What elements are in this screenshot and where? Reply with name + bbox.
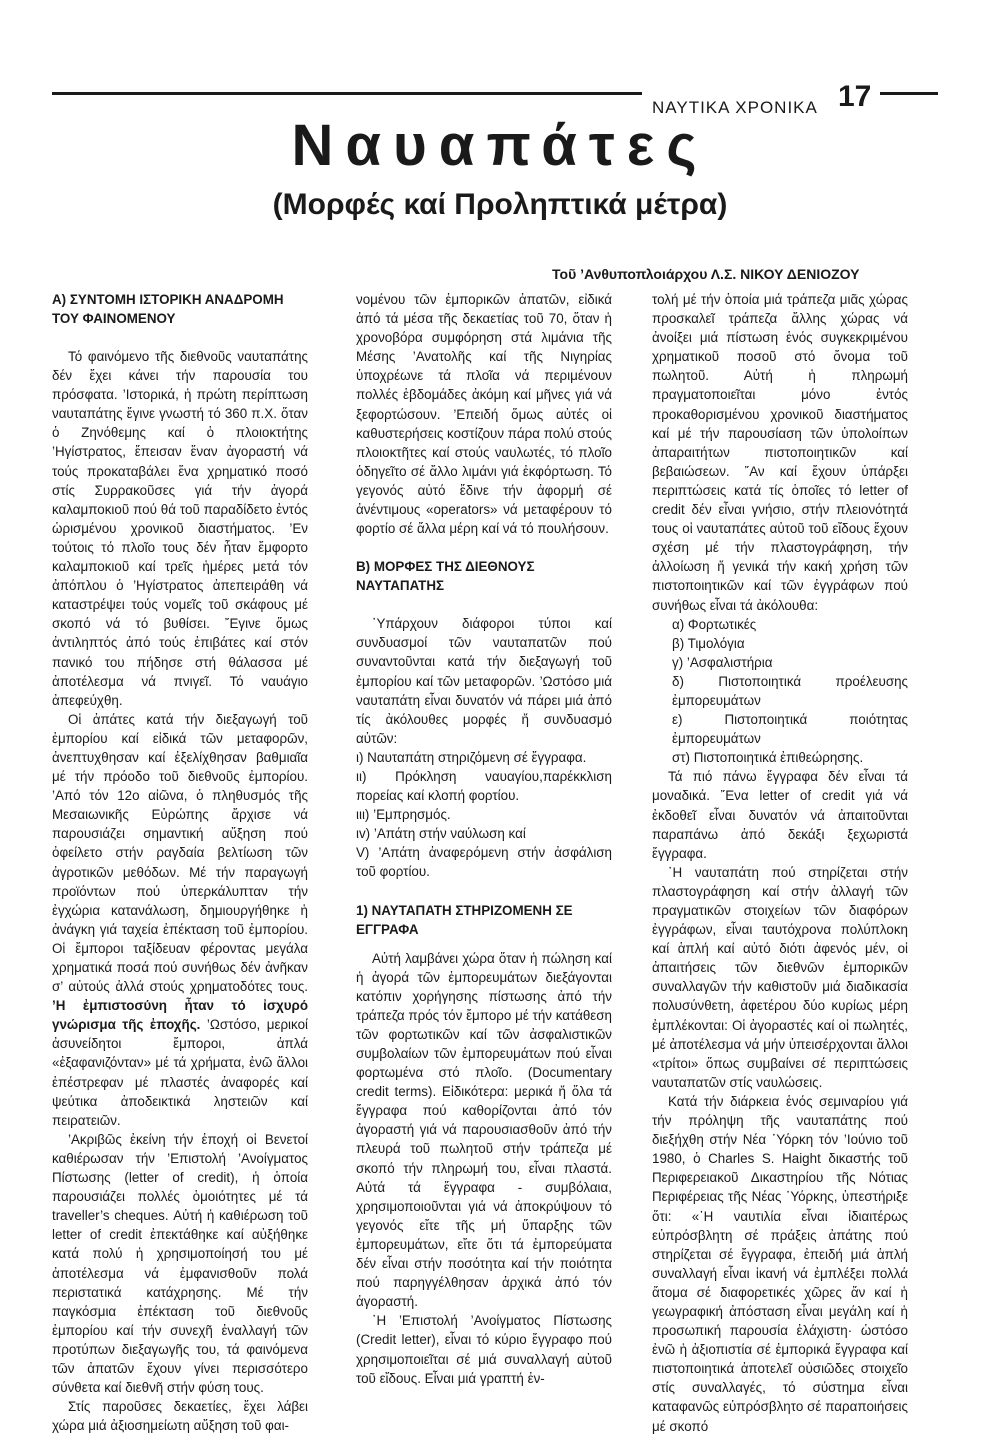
list-item: δ) Πιστοποιητικά προέλευσης ἐμπορευμάτων xyxy=(672,673,908,708)
page-number: 17 xyxy=(838,80,872,113)
byline: Τοῦ ’Ανθυποπλοιάρχου Λ.Σ. ΝΙΚΟΥ ΔΕΝΙΟΖΟΥ xyxy=(552,266,860,282)
header-rule-left xyxy=(52,92,642,95)
paragraph: νομένου τῶν ἐμπορικῶν ἀπατῶν, εἰδικά ἀπό τά μέσα τῆς δεκαετίας τοῦ 70, ὅταν ἡ χρονοβόρα συμφόρηση στά λιμάνια τῆς Μέσης ’Ανατολῆς καί τῆς Νιγηρίας ὑποχρέωνε τά πλοῖα νά περιμένουν πολλές ἑβδομάδες ἀκόμη καί μῆνες γιά νά ξεφορτώσουν. ’Επειδή ὅμως αὐτές οἱ καθυστερήσεις κοστίζουν πάρα πολύ στούς πλοιοκτῆτες καί στούς ναυλωτές, τό πλοῖο ὁδηγεῖτο σέ ἄλλο λιμάνι γιά ἐκφόρτωση. Τό γεγονός αὐτό ἔδινε τήν ἀφορμή σέ ἀνέντιμους «operators» νά μεταφέρουν τό φορτίο σέ ἄλλα μέρη καί νά τό πουλήσουν. xyxy=(356,292,612,537)
paragraph: ῾Η ’Επιστολή ’Ανοίγματος Πίστωσης (Credit letter), εἶναι τό κύριο ἔγγραφο πού χρησιμοποιεῖται σέ μιά συναλλαγή αὐτοῦ τοῦ εἴδους. Εἶναι μιά γραπτή ἐν- xyxy=(356,1313,612,1386)
column-2 xyxy=(356,290,612,1388)
paragraph: τολή μέ τήν ὁποία μιά τράπεζα μιᾶς χώρας προσκαλεῖ τράπεζα ἄλλης χώρας νά ἀνοίξει μιά πίστωση ἑνός συγκεκριμένου χρηματικοῦ ποσοῦ στό ὄνομα τοῦ πωλητοῦ. Αὐτή ἡ πληρωμή πραγματοποιεῖται μόνο ἐντός προκαθορισμένου χρονικοῦ διαστήματος καί μέ τήν παρουσίαση τῶν ὑπολοίπων ἀπαραιτήτων πιστοποιητικῶν καί βεβαιώσεων. ῎Αν καί ἔχουν ὑπάρξει περιπτώσεις κατά τίς ὁποῖες τό letter of credit δέν εἶναι γνήσιο, στήν πλειονότητά τους οἱ ναυταπάτες αὐτοῦ τοῦ εἴδους ἔχουν σχέση μέ τήν πλαστογράφηση, τήν ἀλλοίωση ἤ γενικά τήν κακή χρήση τῶν πιστοποιητικῶν καί τῶν ἐγγράφων πού συνήθως εἶναι τά ἀκόλουθα: xyxy=(652,292,908,613)
section-heading-b: Β) ΜΟΡΦΕΣ ΤΗΣ ΔΙΕΘΝΟΥΣ ΝΑΥΤΑΠΑΤΗΣ xyxy=(356,559,535,594)
list-item: β) Τιμολόγια xyxy=(672,635,745,651)
header-rule-right xyxy=(880,92,938,95)
paragraph: ῾Υπάρχουν διάφοροι τύποι καί συνδυασμοί τῶν ναυταπατῶν πού συναντοῦνται κατά τήν διεξαγωγή τοῦ ἐμπορίου καί τῶν μεταφορῶν. ’Ωστόσο μιά ναυταπάτη εἶναι δυνατόν νά πάρει μιά ἀπό τίς ἀκόλουθες μορφές ἤ συνδυασμό αὐτῶν: xyxy=(356,616,612,746)
paragraph: ῾Η ναυταπάτη πού στηρίζεται στήν πλαστογράφηση καί στήν ἀλλαγή τῶν πραγματικῶν στοιχείων τῶν διαφόρων ἐγγράφων, εἶναι ταυτόχρονα πολύπλοκη καί ἁπλή καί αὐτό διότι ἀφενός μέν, οἱ ἀπαιτήσεις τῶν διεθνῶν ἐμπορικῶν συναλλαγῶν τήν καθιστοῦν μιά διαδικασία πολυσύνθετη, ἀφετέρου δύο κυρίως μέρη ἐμπλέκονται: Οἱ ἀγοραστές καί οἱ πωλητές, μέ ἀποτέλεσμα νά μήν ὑπεισέρχονται ἄλλοι «τρίτοι» ὅπως συμβαίνει σέ περιπτώσεις ναυταπατῶν στίς ναυλώσεις. xyxy=(652,864,908,1090)
paragraph: Στίς παροῦσες δεκαετίες, ἔχει λάβει χώρα μιά ἀξιοσημείωτη αὔξηση τοῦ φαι- xyxy=(52,1399,308,1434)
paragraph: Τό φαινόμενο τῆς διεθνοῦς ναυταπάτης δέν ἔχει κάνει τήν παρουσία του πρόσφατα. ’Ιστορικά, ἡ πρώτη περίπτωση ναυταπάτης ἔγινε γνωστή τό 360 π.Χ. ὅταν ὁ Ζηνόθεμης καί ὁ πλοιοκτήτης ’Ηγίστρατος, ἔπεισαν ἕναν ἀγοραστή νά τούς προκαταβάλει ἕνα χρηματικό ποσό στίς Συρρακοῦσες γιά τήν ἀγορά καλαμποκιοῦ πού θά τοῦ παραδίδετο ἐντός ὡρισμένου χρονικοῦ διαστήματος. ’Εν τούτοις τό πλοῖο τους δέν ἦταν ἔμφορτο καλαμποκιοῦ καί τρεῖς ἡμέρες μετά τόν ἀπόπλου ὁ ’Ηγίστρατος ἀπεπειράθη νά καταστρέψει τούς νομεῖς τοῦ σκάφους μέ σκοπό νά τό βυθίσει. ῎Εγινε ὅμως ἀντιληπτός ἀπό τούς ἐπιβάτες καί στόν πανικό του πήδησε στή θάλασσα μέ ἀποτέλεσμα νά πνιγεῖ. Τό ναυάγιο ἀπεφεύχθη. xyxy=(52,349,308,708)
list-item: ιι) Πρόκληση ναυαγίου,παρέκκλιση πορείας καί κλοπή φορτίου. xyxy=(356,768,612,804)
list-item: ι) Ναυταπάτη στηριζόμενη σέ ἔγγραφα. xyxy=(356,749,587,765)
list-item: γ) ’Ασφαλιστήρια xyxy=(672,654,773,670)
paragraph: Τά πιό πάνω ἔγγραφα δέν εἶναι τά μοναδικά. ῎Ενα letter of credit γιά νά ἐκδοθεῖ εἶναι δυνατόν νά ἀπαιτοῦνται παραπάνω ἀπό δεκάξι ξεχωριστά ἔγγραφα. xyxy=(652,769,908,861)
emphasis-text: ’Η ἐμπιστοσύνη ἦταν τό ἰσχυρό γνώρισμα τῆς ἐποχῆς. xyxy=(52,998,308,1033)
running-title: ΝΑΥΤΙΚΑ ΧΡΟΝΙΚΑ xyxy=(652,98,818,117)
list-item: ιιι) ’Εμπρησμός. xyxy=(356,807,451,823)
list-item: στ) Πιστοποιητικά ἐπιθεώρησης. xyxy=(672,750,864,766)
section-heading-a: Α) ΣΥΝΤΟΜΗ ΙΣΤΟΡΙΚΗ ΑΝΑΔΡΟΜΗ ΤΟΥ ΦΑΙΝΟΜΕΝΟΥ xyxy=(52,292,284,326)
paragraph: Κατά τήν διάρκεια ἑνός σεμιναρίου γιά τήν πρόληψη τῆς ναυταπάτης πού διεξήχθη στήν Νέα ῾Υόρκη τόν ’Ιούνιο τοῦ 1980, ὁ Charles S. Haight δικαστής τοῦ Περιφερειακοῦ Δικαστηρίου τῆς Νότιας Περιφέρειας τῆς Νέας ῾Υόρκης, ὑπεστήριξε ὅτι: «῾Η ναυτιλία εἶναι ἰδιαιτέρως εὐπρόσβλητη σέ πράξεις ἀπάτης πού στηρίζεται σέ ἔγγραφα, ἐπειδή μιά ἁπλή συναλλαγή εἶναι ἱκανή νά ἐμπλέξει πολλά ἄτομα σέ διαφορετικές χῶρες ἄν καί ἡ γεωγραφική ἀπόσταση εἶναι μεγάλη καί ἡ προσωπική παρουσία ἐλάχιστη· ὡστόσο ἐνῶ ἡ ἀξιοπιστία σέ ἐμπορικά ἔγγραφα καί πιστοποιητικά ἀποτελεῖ οὐσιῶδες στοιχεῖο στίς συναλλαγές, τό σύστημα εἶναι καταφανῶς εὐπρόσβλητο σέ παραποιήσεις μέ σκοπό xyxy=(652,1093,908,1434)
list-item: ε) Πιστοποιητικά ποιότητας ἐμπορευμάτων xyxy=(672,712,908,747)
paragraph xyxy=(52,710,308,1130)
paragraph: Αὐτή λαμβάνει χώρα ὅταν ἡ πώληση καί ἡ ἀγορά τῶν ἐμπορευμάτων διεξάγονται κατόπιν χορήγησης πίστωσης ἀπό τήν τράπεζα πρός τόν ἔμπορο μέ τήν κατάθεση τῶν φορτωτικῶν καί τῶν ἀσφαλιστικῶν συμβολαίων τῶν ἐμπορευμάτων πού εἶναι φορτωμένα στό πλοῖο. (Documentary credit terms). Εἰδικότερα: μερικά ἤ ὅλα τά ἔγγραφα πού καθορίζονται ἀπό τόν ἀγοραστή γιά νά παρουσιασθοῦν ἀπό τήν πλευρά τοῦ πωλητοῦ στήν τράπεζα μέ σκοπό τήν πληρωμή του, εἶναι πλαστά. Αὐτά τά ἔγγραφα - συμβόλαια, χρησιμοποιοῦνται γιά νά ἀποκρύψουν τό γεγονός εἴτε τῆς μή ὕπαρξης τῶν ἐμπορευμάτων, εἴτε ὅτι τά ἐμπορεύματα δέν εἶναι στήν ποσότητα καί τήν ποιότητα πού παρηγγέλθησαν ἀρχικά ἀπό τόν ἀγοραστή. xyxy=(356,950,612,1310)
column-3 xyxy=(652,290,908,1436)
list-item: α) Φορτωτικές xyxy=(672,616,757,632)
text-span: ’Ωστόσο, μερικοί ἀσυνείδητοι ἔμποροι, ἀπλά «ἐξαφανιζόνταν» μέ τά χρήματα, ἐνῶ ἄλλοι ἐπέστρεφαν μέ πλαστές ἀναφορές καί ψεύτικα ἀποδεικτικά ληστειῶν καί πειρατειῶν. xyxy=(52,1017,308,1128)
section-heading-1: 1) ΝΑΥΤΑΠΑΤΗ ΣΤΗΡΙΖΟΜΕΝΗ ΣΕ ΕΓΓΡΑΦΑ xyxy=(356,902,573,937)
list-item: V) ’Απάτη ἀναφερόμενη στήν ἀσφάλιση τοῦ φορτίου. xyxy=(356,845,612,880)
paragraph: ’Ακριβῶς ἐκείνη τήν ἐποχή οἱ Βενετοί καθιέρωσαν τήν ’Επιστολή ’Ανοίγματος Πίστωσης (letter of credit), ἡ ὁποία παρουσιάζει πολλές ὁμοιότητες μέ τά traveller’s cheques. Αὐτή ἡ καθιέρωση τοῦ letter of credit ἐπεκτάθηκε καί αὐξήθηκε κατά πολύ ἡ χρησιμοποίησή του μέ ἀποτέλεσμα νά ἐμφανισθοῦν πολά περιστατικά κατάχρησης. Μέ τήν παγκόσμια ἐπέκταση τοῦ διεθνοῦς ἐμπορίου καί τήν συνεχῆ ἐναλλαγή τῶν προτύπων διεξαγωγῆς του, τά φαινόμενα τῶν ἀπατῶν ἔχουν γίνει περισσότερο σύνθετα καί διεθνῆ στήν φύση τους. xyxy=(52,1131,308,1396)
article-subtitle: (Μορφές καί Προληπτικά μέτρα) xyxy=(272,188,728,221)
article-title: Ναυαπάτες xyxy=(291,113,709,178)
text-span: Οἱ ἀπάτες κατά τήν διεξαγωγή τοῦ ἐμπορίου καί εἰδικά τῶν μεταφορῶν, ἀνεπτυχθησαν καί ἐξελίχθησαν βαθμιαῖα μέ τήν πρόοδο τοῦ διεθνοῦς ἐμπορίου. ’Από τόν 12ο αἰῶνα, ὁ πληθυσμός τῆς Μεσαιωνικῆς Εὐρώπης ἄρχισε νά παρουσιάζει σημαντική αὔξηση πού ὀφείλετο στήν ραγδαία βελτίωση τῶν ἀγροτικῶν μεθόδων. Μέ τήν παραγωγή προϊόντων πού ὑπερκάλυπταν τήν ἐγχώρια κατανάλωση, δημιουργήθηκε ἡ ἀνάγκη γιά ταχεία ἐπέκταση τοῦ ἐμπορίου. Οἱ ἔμποροι ταξίδευαν φέροντας μεγάλα χρηματικά ποσά πού συνήθως δέν ἀνῆκαν σ’ αὐτούς ἀλλά στούς χρηματοδότες τους. xyxy=(52,711,308,995)
list-item: ιv) ’Απάτη στήν ναύλωση καί xyxy=(356,826,526,842)
column-1 xyxy=(52,290,308,1435)
